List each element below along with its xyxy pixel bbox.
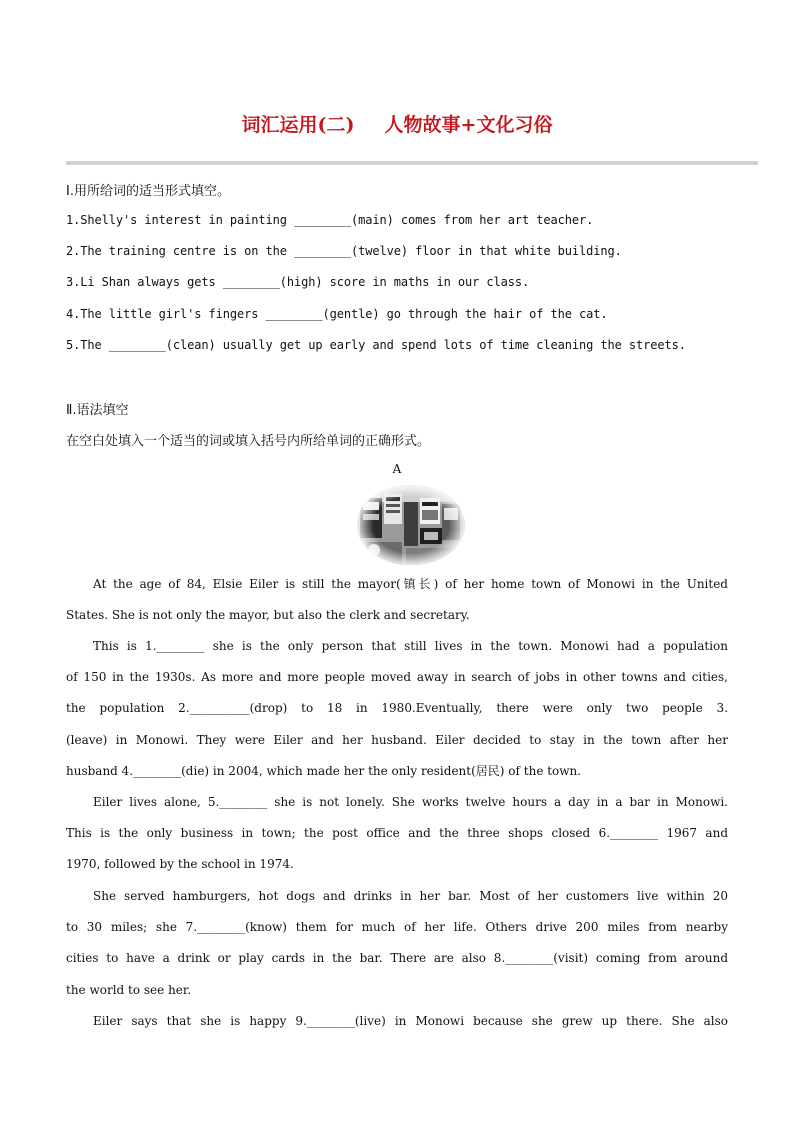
paragraph-5 [66,1006,728,1037]
paragraph-line: 1970, followed by the school in 1974. [66,857,294,872]
title-part-1: 词汇运用(二) [241,114,355,136]
paragraph-line: (leave) in Monowi. They were Eiler and her husband. Eiler decided to stay in the town after her [66,732,728,747]
paragraph-line: to 30 miles; she 7.________(know) them for much of her life. Others drive 200 miles from nearby [66,920,728,935]
paragraph-3 [66,787,728,881]
section2-instruction: 在空白处填入一个适当的词或填入括号内所给单词的正确形式。 [66,434,431,449]
paragraph-line: the population 2.__________(drop) to 18 in 1980.Eventually, there were only two people 3. [66,701,728,716]
paragraph-line: This is 1.________ she is the only person that still lives in the town. Monowi had a population [93,639,728,653]
paragraph-1 [66,569,728,631]
page-title [0,110,794,137]
paragraph-line: of 150 in the 1930s. As more and more people moved away in search of jobs in other towns and cities, [66,670,728,685]
paragraph-line: the world to see her. [66,982,192,997]
section1-heading: Ⅰ.用所给词的适当形式填空。 [66,184,230,199]
paragraph-line: She served hamburgers, hot dogs and drinks in her bar. Most of her customers live within 20 [93,889,728,903]
section2-heading: Ⅱ.语法填空 [66,403,129,418]
paragraph-line: At the age of 84, Elsie Eiler is still the mayor(镇长) of her home town of Monowi in the United [93,577,728,591]
paragraph-line: Eiler lives alone, 5.________ she is not lonely. She works twelve hours a day in a bar in Monowi. [93,795,728,809]
paragraph-line: This is the only business in town; the post office and the three shops closed 6.________ 1967 and [66,826,728,841]
paragraph-4 [66,881,728,1006]
paragraph-line: Eiler says that she is happy 9.________(live) in Monowi because she grew up there. She also [93,1014,728,1028]
title-part-2: 人物故事+文化习俗 [384,114,553,136]
paragraph-2 [66,631,728,787]
question-5: 5.The ________(clean) usually get up early and spend lots of time cleaning the streets. [66,338,686,352]
passage-label: A [392,462,402,476]
header-divider [66,161,758,165]
question-3: 3.Li Shan always gets ________(high) score in maths in our class. [66,275,530,289]
question-4: 4.The little girl's fingers ________(gentle) go through the hair of the cat. [66,307,608,321]
paragraph-line: husband 4.________(die) in 2004, which made her the only resident(居民) of the town. [66,763,582,778]
paragraph-line: States. She is not only the mayor, but also the clerk and secretary. [66,608,470,623]
town-signs-photo-icon [356,484,466,566]
question-2: 2.The training centre is on the ________(twelve) floor in that white building. [66,244,622,258]
question-1: 1.Shelly's interest in painting ________(main) comes from her art teacher. [66,213,594,227]
paragraph-line: cities to have a drink or play cards in the bar. There are also 8.________(visit) coming from around [66,951,728,966]
